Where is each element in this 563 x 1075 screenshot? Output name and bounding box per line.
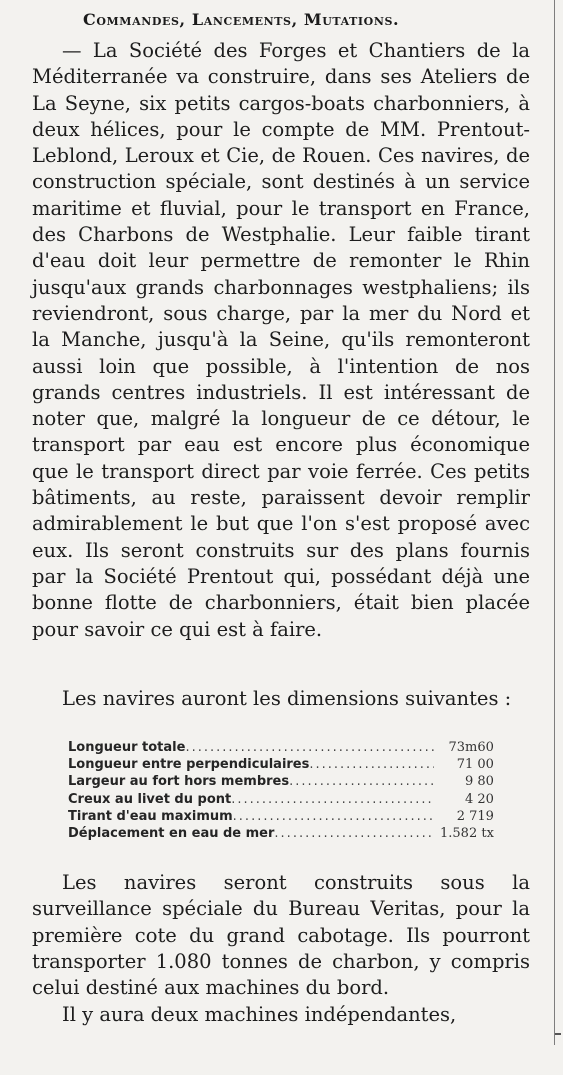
leader-dots xyxy=(274,826,434,841)
leader-dots xyxy=(185,740,434,755)
dimension-label: Longueur entre perpendiculaires xyxy=(68,757,310,773)
paragraph-dimensions-intro xyxy=(32,686,530,712)
paragraph-text: Il y aura deux machines indépendantes, xyxy=(62,1003,457,1026)
dimensions-table xyxy=(68,739,494,842)
dimension-label-cell xyxy=(68,739,440,756)
paragraph-text: — La Société des Forges et Chantiers de la Méditerranée va construire, dans ses Ateliers de La Seyne, six petits cargos-boats charbonniers, à deux hélices, pour le compte de MM. Prentout-Leblond, Leroux et Cie, de Rouen. Ces navires, de construction spéciale, sont destinés à un service maritime et fluvial, pour le transport en France, des Charbons de Westphalie. Leur faible tirant d'eau doit leur permettre de remonter le Rhin jusqu'aux grands charbonnages westphaliens; ils reviendront, sous charge, par la mer du Nord et la Manche, jusqu'à la Seine, qu'ils remonteront aussi loin que possible, à l'intention de nos grands centres industriels. Il est intéressant de noter que, malgré la longueur de ce détour, le transport par eau est encore plus économique que le transport direct par voie ferrée. Ces petits bâtiments, au reste, paraissent devoir remplir admirablement le but que l'on s'est proposé avec eux. Ils seront construits sur des plans fournis par la Société Prentout qui, possédant déjà une bonne flotte de charbonniers, était bien placée pour savoir ce qui est à faire. xyxy=(32,39,530,641)
dimension-label: Déplacement en eau de mer xyxy=(68,826,275,842)
paragraph-text: Les navires seront construits sous la surveillance spéciale du Bureau Veritas, pour la première cote du grand cabotage. Ils pourront transporter 1.080 tonnes de charbon, y compris celui destiné aux machines du bord. xyxy=(32,871,530,1000)
paragraph-announcement xyxy=(32,38,530,643)
dimension-label: Tirant d'eau maximum xyxy=(68,808,233,824)
dimension-label: Largeur au fort hors membres xyxy=(68,774,290,790)
leader-dots xyxy=(231,792,434,807)
dimension-value: 2 719 xyxy=(456,808,494,824)
paragraph-machines xyxy=(32,1002,530,1028)
dimension-label: Creux au livet du pont xyxy=(68,791,232,807)
dimension-value: 1.582 tx xyxy=(440,826,494,842)
table-row xyxy=(68,739,494,756)
paragraph-text: Les navires auront les dimensions suivantes : xyxy=(62,687,512,710)
table-row xyxy=(68,791,494,808)
column-rule xyxy=(554,0,555,1045)
leader-dots xyxy=(289,774,434,789)
dimension-value: 73m60 xyxy=(448,740,494,756)
table-row xyxy=(68,756,494,773)
dimension-value: 9 80 xyxy=(464,774,494,790)
dimension-label-cell xyxy=(68,825,440,842)
leader-dots xyxy=(309,757,434,772)
dimension-label: Longueur totale xyxy=(68,740,186,756)
dimension-label-cell xyxy=(68,808,440,825)
dimension-value: 4 20 xyxy=(464,791,494,807)
leader-dots xyxy=(233,809,434,824)
section-heading: Commandes, Lancements, Mutations. xyxy=(83,10,400,29)
table-row xyxy=(68,825,494,842)
dimension-label-cell xyxy=(68,756,440,773)
table-row xyxy=(68,773,494,790)
paragraph-construction xyxy=(32,870,530,1001)
table-row xyxy=(68,808,494,825)
dimension-label-cell xyxy=(68,791,440,808)
dimension-label-cell xyxy=(68,773,440,790)
margin-mark xyxy=(555,1033,561,1035)
dimension-value: 71 00 xyxy=(456,757,494,773)
